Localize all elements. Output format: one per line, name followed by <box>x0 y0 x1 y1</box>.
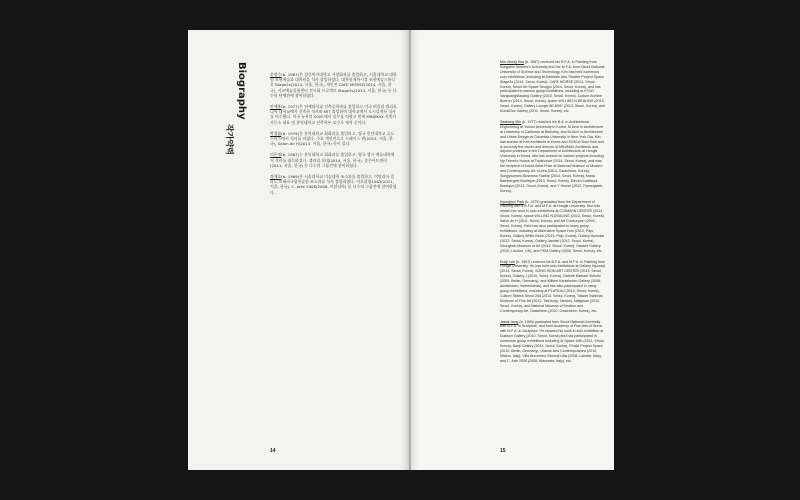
bio-text: (b. 1967)는 홍익대학교 회화과를 졸업하고, 영국 첼시 예술대학에서 석사를 취득하였다. 갤러리 현대(2014, 서울, 한국), 송은아트센터(2013, 서울, 한국) 등 다수의 그룹전에 참여하였다. <box>270 152 395 168</box>
bio-text: (b. 1969)은 서울대학교 미술대학 조소과를 졸업하고, 이탈리아 밀라노 브레라국립미술원 조소과를 석사 졸업하였다. 아트클럽1563(2011, 서울, 한국), C. Arte 2008(2008, 이탈리아) 등 다수의 그룹전에 참여하였다. <box>270 174 397 195</box>
bio-entry <box>500 200 606 254</box>
biography-title-block <box>225 62 255 155</box>
bio-entry <box>270 131 398 147</box>
artist-name: 이은정 <box>270 152 282 158</box>
bio-text: (b. 1987) received her B.F.A. in Painting from Sungshin Women's University and her M.F.A. from Seoul National University of Science and Technology. Kim has held numerous solo exhibitions, including at Darkside Arts Theatre Project Space Stage2s (2014, Seoul, Korea), CAFE MORSE (2014, Seoul, Korea), Seoul Art Space Seogyo (2014, Seoul, Korea), and has participated in various group exhibitions, including at KT&G SangsangMadang Gallery (2015, Seoul, Korea), Culture Archive Bueron (2014, Seoul, Korea), space WILLING N DEALING (2013, Seoul, Korea), Gallery Lounge 8E-MVE (2013, Seoul, Korea), and KunstDoc Gallery (2011, Seoul, Korea), etc. <box>500 60 605 114</box>
artist-name: Kyungtyul Park <box>500 199 525 204</box>
artist-name: 정재호 <box>270 174 282 180</box>
english-biography-column <box>500 60 606 370</box>
bio-text: (b. 1979) graduated from the Department of Painting with a B.F.A. and M.F.A. at Hongik University. She has shown her work in solo exhibitions at COMMON CENTER (2014, Seoul, Korea), space WILLING N DEALING (2013, Seoul, Korea), Salon de H (2011, Seoul, Korea), and Art Chosunpan (2009, Seoul, Korea). Park has also participated in many group exhibitions, including at Alternative Space Hun (2013, Paju, Korea), Gallery White Block (2013, Paju, Korea), Gallery Hyundai (2012, Seoul, Korea), Gallery Jandari (2012, Seoul, Korea), Seongbuk Museum of Art (2011, Seoul, Korea), Saatchi Gallery (2010, London, UK), and PKM Gallery (2008, Seoul, Korea), etc. <box>500 199 605 253</box>
korean-biography-column <box>270 72 398 201</box>
artist-name: Eunji Lee <box>500 259 515 264</box>
artist-name: 문정수 <box>270 72 282 77</box>
bio-entry <box>500 60 606 114</box>
bio-text: (b. 1987)은 성신여자대학교 서양화과를 졸업하고, 서울대학교 대학원 조형예술과 대학원을 석사 졸업하였다. 대학원재학시절 조형예술스튜디오 Stage2s(2014, 서울, 한국), 개인전 CAFE MORSE(2014, 서울, 한국), 서교예술실험센터 전시회 프로젝트 Stage2s(2014, 서울, 한국) 등 다수의 단체전에 참여하였다. <box>270 72 397 98</box>
page-number-left: 14 <box>270 448 276 454</box>
artist-name: Min Jeong Soo <box>500 60 524 64</box>
bio-text: (b. 1977)은 연세대학교 건축공학과를 졸업하고 미국 버클리 캘리포니아 대학교에서 건축학 석사와 MIT 졸업하여 대학교에서 도시설계학 석사를 이수했다. 미국 뉴욕의 SOM 에서 실무를 익혔고 현재 MINIMAX 건축사사무소 대표 및 홍익대학교 건축학부 교수로 재직 중이다. <box>270 104 397 125</box>
bio-text: (b. 1967) received his B.F.A. and M.F.A. in Painting from Hongik University. He has held solo exhibitions at Gallery Hyundai (2014, Seoul, Korea), SONG WON ART CENTER (2013, Seoul, Korea), Gallery J (2010, Seoul, Korea), Galerie Michael Schultz (2009, Berlin, Germany), and Willem Kerseboom Gallery (2008, Amsterdam, Netherlands), and has also participated in many group exhibitions, including at PLATEAU (2014, Seoul, Korea), Culture Station Seoul 284 (2013, Seoul, Korea), Taiwan National Museum of Fine Art (2012, Taichung, Taiwan), Nakgwan (2012, Seoul, Korea), and National Museum of Modern and Contemporary Art, Gwacheon (2010, Gwacheon, Korea), etc. <box>500 259 606 313</box>
bio-text: (b. 1979)은 홍익대학교 회화과를 졸업하고, 영국 런던대학교 골드스미스에서 석사를 마쳤다. 주요 개인전으로 스페이스 캔(2015, 서울, 한국), Salon de H(2013, 서울, 한국) 등이 있다. <box>270 130 395 147</box>
artist-name: Seahong Min <box>500 119 522 124</box>
bio-entry <box>270 152 398 168</box>
bio-entry <box>270 104 398 125</box>
title-korean: 작가약력 <box>225 124 234 155</box>
artist-name: 안세홍 <box>270 104 282 110</box>
title-english: Biography <box>236 62 247 120</box>
bio-entry <box>270 72 398 98</box>
bio-entry <box>500 120 606 194</box>
artist-name: Jaeuk Jung <box>500 319 519 324</box>
book-spine <box>409 30 411 470</box>
bio-entry <box>500 260 606 314</box>
artist-name: 박경률 <box>270 130 282 136</box>
bio-entry <box>270 174 398 195</box>
bio-text: (b. 1977) received his B.A. in Architectural Engineering at Yonsei University in Korea, M.Arch in Architecture at University of California at Berkeley, and M.Arch in Architecture and Urban Design at Columbia University in New York City. Min has worked at Kim Architects in Korea and SOM in New York and is currently the owner and director of MINIMAX Architects and adjunct professor in the Department of Architecture at Hongik University in Korea. Min has worked on various projects including My Friend's House at Topshouse (2014, Seoul, Korea), and was the recipient of Korea Artist Prize at National Museum of Modern and Contemporary Art, Korea (2014, Gwacheon, Korea), Sungyeonseo Business Facility (2014, Seoul, Korea), Maria Bambergele Boutique (2013, Seoul, Korea), Eleven Lattesoul Boutique (2013, Seoul, Korea), and Y House (2012, Pyeongtaek, Korea). <box>500 119 604 193</box>
bio-text: (b. 1969) graduated from Seoul National University with B.F.A. in Sculpture, and from Academy of Fine Arts of Brera with M.F.A. in Sculpture. He showed his work in solo exhibition at Dukwon Gallery (2010, Seoul, Korea) and has participated in numerous group exhibitions including at Space 15th (2011, Seoul, Korea), Nanji Gallery (2011, Seoul, Korea), ProArt Project Space (2010, Berlin, Germany), Gianne Arts Contemporanea (2010, Milano, Italy), Villa Borromeo Visconti Litta (2008, Lainate, Italy), and C. Arte 2008 (2008, Macerata, Italy), etc. <box>500 319 605 363</box>
page-number-right: 15 <box>500 448 506 454</box>
bio-entry <box>500 320 606 364</box>
